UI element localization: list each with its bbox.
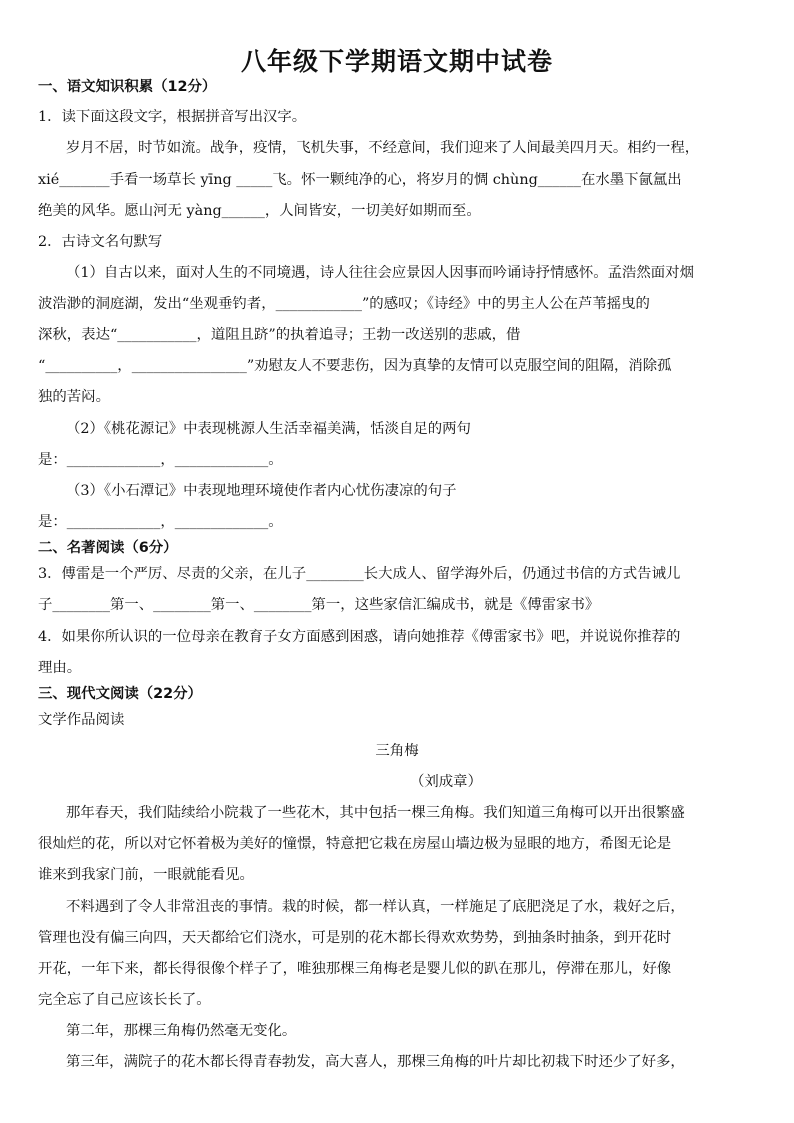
article-paragraph-line: 开花，一年下来，都长得很像个样子了，唯独那棵三角梅老是婴儿似的趴在那儿，停滞在那儿，好像 [38, 961, 672, 977]
poetry-line: 深秋，表达“___________，道阻且跻”的执着追寻；王勃一改送别的悲戚，借 [38, 327, 521, 343]
article-paragraph-line: 第三年，满院子的花木都长得青春勃发，高大喜人，那棵三角梅的叶片却比初栽下时还少了好多， [66, 1054, 685, 1070]
section-heading-reading: 三、现代文阅读（22分） [38, 686, 202, 702]
article-paragraph-line: 那年春天，我们陆续给小院栽了一些花木，其中包括一棵三角梅。我们知道三角梅可以开出很繁盛 [66, 805, 685, 821]
question-3-line: 3．傅雷是一个严厉、尽责的父亲，在儿子________长大成人、留学海外后，仍通过书信的方式告诫儿 [38, 566, 681, 582]
question-4-line: 4．如果你所认识的一位母亲在教育子女方面感到困惑，请向她推荐《傅雷家书》吧，并说说你推荐的 [38, 629, 681, 645]
poetry-line: （1）自古以来，面对人生的不同境遇，诗人往往会应景因人因事而吟诵诗抒情感怀。孟浩然面对烟 [66, 265, 694, 281]
poetry-line: （2）《桃花源记》中表现桃源人生活幸福美满，恬淡自足的两句 [66, 421, 471, 437]
article-paragraph-line: 第二年，那棵三角梅仍然毫无变化。 [66, 1023, 297, 1039]
reading-subheading: 文学作品阅读 [38, 712, 125, 728]
poetry-line: 是：_____________，_____________。 [38, 514, 283, 530]
section-heading-classics: 二、名著阅读（6分） [38, 540, 178, 556]
question-1-prompt: 1．读下面这段文字，根据拼音写出汉字。 [38, 109, 307, 125]
poetry-line: 波浩渺的洞庭湖，发出“坐观垂钓者，____________”的感叹；《诗经》中的男主人公在芦苇摇曳的 [38, 296, 650, 312]
section-heading-knowledge: 一、语文知识积累（12分） [38, 79, 217, 95]
article-author: （刘成章） [410, 774, 482, 790]
question-3-line: 子________第一、________第一、________第一，这些家信汇编成书，就是《傅雷家书》 [38, 597, 600, 613]
passage-line: xié_______手看一场草长 yīng _____飞。怀一颗纯净的心，将岁月的惆 chùng______在水墨下氤氲出 [38, 172, 682, 188]
poetry-line: 是：_____________，_____________。 [38, 452, 283, 468]
question-2-prompt: 2．古诗文名句默写 [38, 234, 163, 250]
passage-line: 绝美的风华。愿山河无 yàng______，人间皆安，一切美好如期而至。 [38, 203, 481, 219]
page-title: 八年级下学期语文期中试卷 [240, 47, 553, 76]
article-paragraph-line: 谁来到我家门前，一眼就能看见。 [38, 867, 254, 883]
poetry-line: 独的苦闷。 [38, 389, 110, 405]
question-4-line: 理由。 [38, 660, 82, 676]
article-paragraph-line: 很灿烂的花，所以对它怀着极为美好的憧憬，特意把它栽在房屋山墙边极为显眼的地方，希图无论是 [38, 836, 672, 852]
poetry-line: （3）《小石潭记》中表现地理环境使作者内心忧伤凄凉的句子 [66, 483, 457, 499]
article-paragraph-line: 管理也没有偏三向四，天天都给它们浇水，可是别的花木都长得欢欢势势，到抽条时抽条，到开花时 [38, 930, 672, 946]
poetry-line: “__________，________________”劝慰友人不要悲伤，因为真挚的友情可以克服空间的阻隔，消除孤 [38, 358, 672, 374]
article-title: 三角梅 [375, 743, 419, 759]
passage-line: 岁月不居，时节如流。战争，疫情，飞机失事，不经意间，我们迎来了人间最美四月天。相约一程， [66, 140, 700, 156]
article-paragraph-line: 完全忘了自己应该长长了。 [38, 992, 211, 1008]
article-paragraph-line: 不料遇到了令人非常沮丧的事情。栽的时候，都一样认真，一样施足了底肥浇足了水，栽好之后， [66, 899, 685, 915]
